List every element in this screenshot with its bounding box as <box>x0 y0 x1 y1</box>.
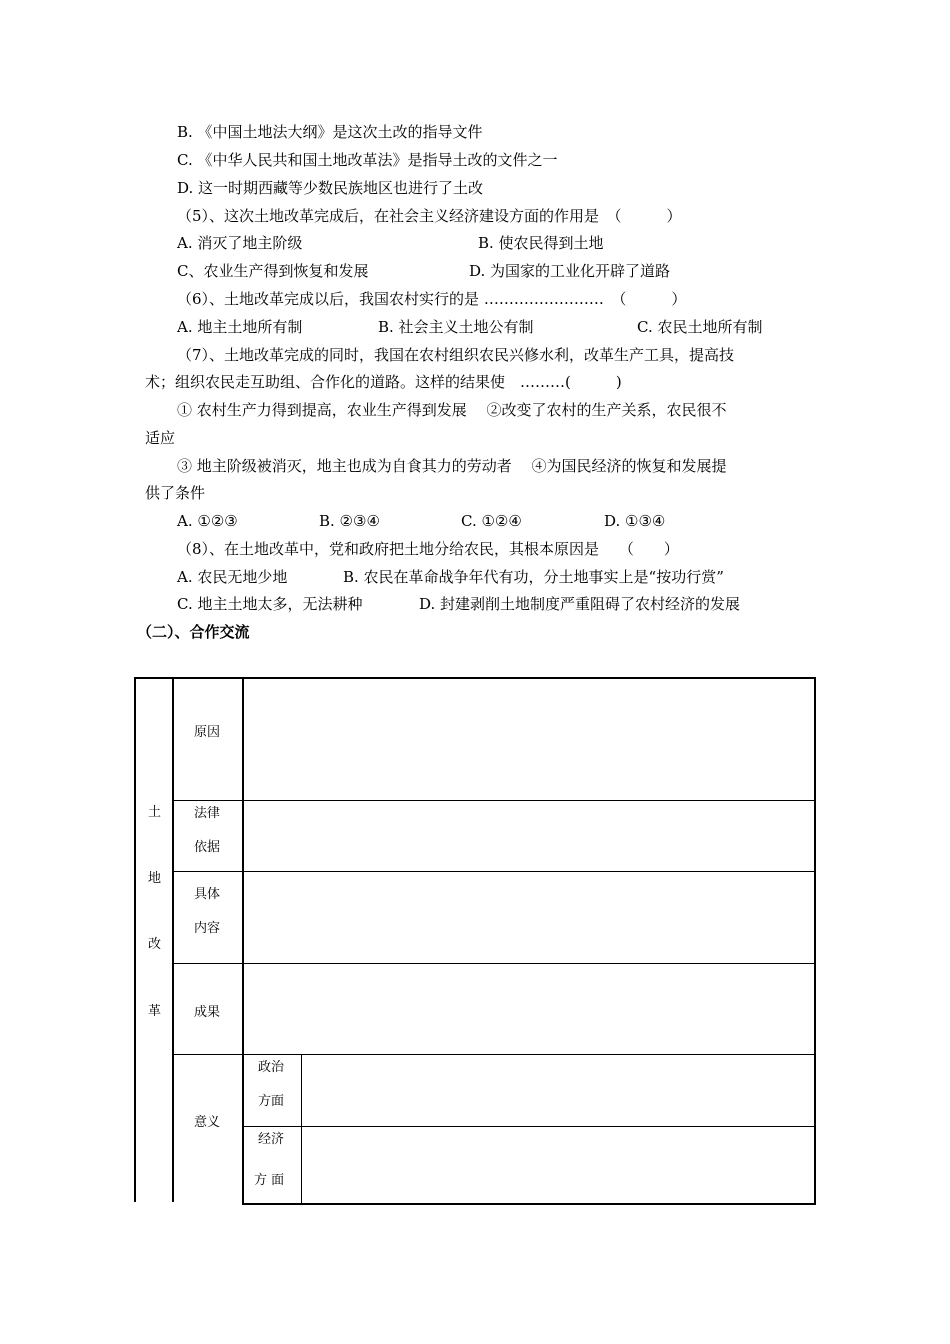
col-divider-3 <box>301 1055 302 1204</box>
q7-stem-line2: 术；组织农民走互助组、合作化的道路。这样的结果使 ………( ) <box>145 373 622 391</box>
answer-cell-political[interactable] <box>303 1056 813 1125</box>
q4-option-d: D. 这一时期西藏等少数民族地区也进行了土改 <box>177 179 484 197</box>
answer-cell-economic[interactable] <box>303 1128 813 1202</box>
q6-option-c: C. 农民土地所有制 <box>637 318 763 336</box>
table-top-border <box>134 677 816 679</box>
q7-item1-line2: 适应 <box>145 429 176 447</box>
q7-option-d: D. ①③④ <box>604 512 666 530</box>
row-label-political-1: 政治 <box>258 1060 285 1075</box>
row-divider-5 <box>242 1126 815 1127</box>
q8-option-a: A. 农民无地少地 <box>177 568 288 586</box>
answer-cell-legal[interactable] <box>244 802 813 870</box>
row-label-economic-2: 方 面 <box>254 1173 285 1188</box>
q6-option-a: A. 地主土地所有制 <box>177 318 303 336</box>
q8-stem: （8）、在土地改革中，党和政府把土地分给农民，其根本原因是 （ ） <box>177 540 679 558</box>
q8-option-b: B. 农民在革命战争年代有功，分土地事实上是“按功行赏” <box>343 568 724 586</box>
q4-option-b: B. 《中国土地法大纲》是这次土改的指导文件 <box>177 123 483 141</box>
side-title-char-1: 土 <box>148 805 162 820</box>
q4-option-c: C. 《中华人民共和国土地改革法》是指导土改的文件之一 <box>177 151 558 169</box>
row-label-political-2: 方面 <box>258 1094 285 1109</box>
row-label-result: 成果 <box>194 1005 221 1020</box>
q7-item3-line1: ③ 地主阶级被消灭，地主也成为自食其力的劳动者 ④为国民经济的恢复和发展提 <box>177 457 727 475</box>
q7-stem-line1: （7）、土地改革完成的同时，我国在农村组织农民兴修水利，改革生产工具，提高技 <box>177 346 735 364</box>
q5-option-b: B. 使农民得到土地 <box>478 234 604 252</box>
q5-option-d: D. 为国家的工业化开辟了道路 <box>469 262 671 280</box>
row-divider-3 <box>172 963 815 964</box>
q8-option-c: C. 地主土地太多，无法耕种 <box>177 595 363 613</box>
q5-stem: （5）、这次土地改革完成后，在社会主义经济建设方面的作用是 （ ） <box>177 207 682 225</box>
row-label-reason: 原因 <box>194 725 221 740</box>
row-label-content-2: 内容 <box>194 921 221 936</box>
q5-option-a: A. 消灭了地主阶级 <box>177 234 303 252</box>
side-title-char-3: 改 <box>148 937 162 952</box>
q6-option-b: B. 社会主义土地公有制 <box>378 318 534 336</box>
answer-cell-content[interactable] <box>244 873 813 962</box>
q7-item3-line2: 供了条件 <box>145 484 206 502</box>
q7-option-b: B. ②③④ <box>319 512 380 530</box>
row-label-meaning: 意义 <box>194 1115 221 1130</box>
row-divider-2 <box>172 871 815 872</box>
answer-cell-reason[interactable] <box>244 680 813 799</box>
table-bottom-border <box>242 1203 816 1205</box>
section-heading: （二）、合作交流 <box>137 623 250 641</box>
q7-item1-line1: ① 农村生产力得到提高，农业生产得到发展 ②改变了农村的生产关系，农民很不 <box>177 401 727 419</box>
row-divider-1 <box>172 800 815 801</box>
q7-option-c: C. ①②④ <box>461 512 522 530</box>
q7-option-a: A. ①②③ <box>177 512 238 530</box>
q8-option-d: D. 封建剥削土地制度严重阻碍了农村经济的发展 <box>419 595 741 613</box>
row-label-economic-1: 经济 <box>258 1132 285 1147</box>
q6-stem: （6）、土地改革完成以后，我国农村实行的是 …………………… （ ） <box>177 290 687 308</box>
col-divider-1 <box>172 677 174 1202</box>
row-label-content-1: 具体 <box>194 887 221 902</box>
row-label-legal-1: 法律 <box>194 806 221 821</box>
table-left-border <box>134 677 136 1202</box>
answer-cell-result[interactable] <box>244 965 813 1053</box>
row-divider-4 <box>172 1054 815 1055</box>
row-label-legal-2: 依据 <box>194 840 221 855</box>
side-title-char-4: 革 <box>148 1004 162 1019</box>
side-title-char-2: 地 <box>148 871 162 886</box>
q5-option-c: C、农业生产得到恢复和发展 <box>177 262 369 280</box>
